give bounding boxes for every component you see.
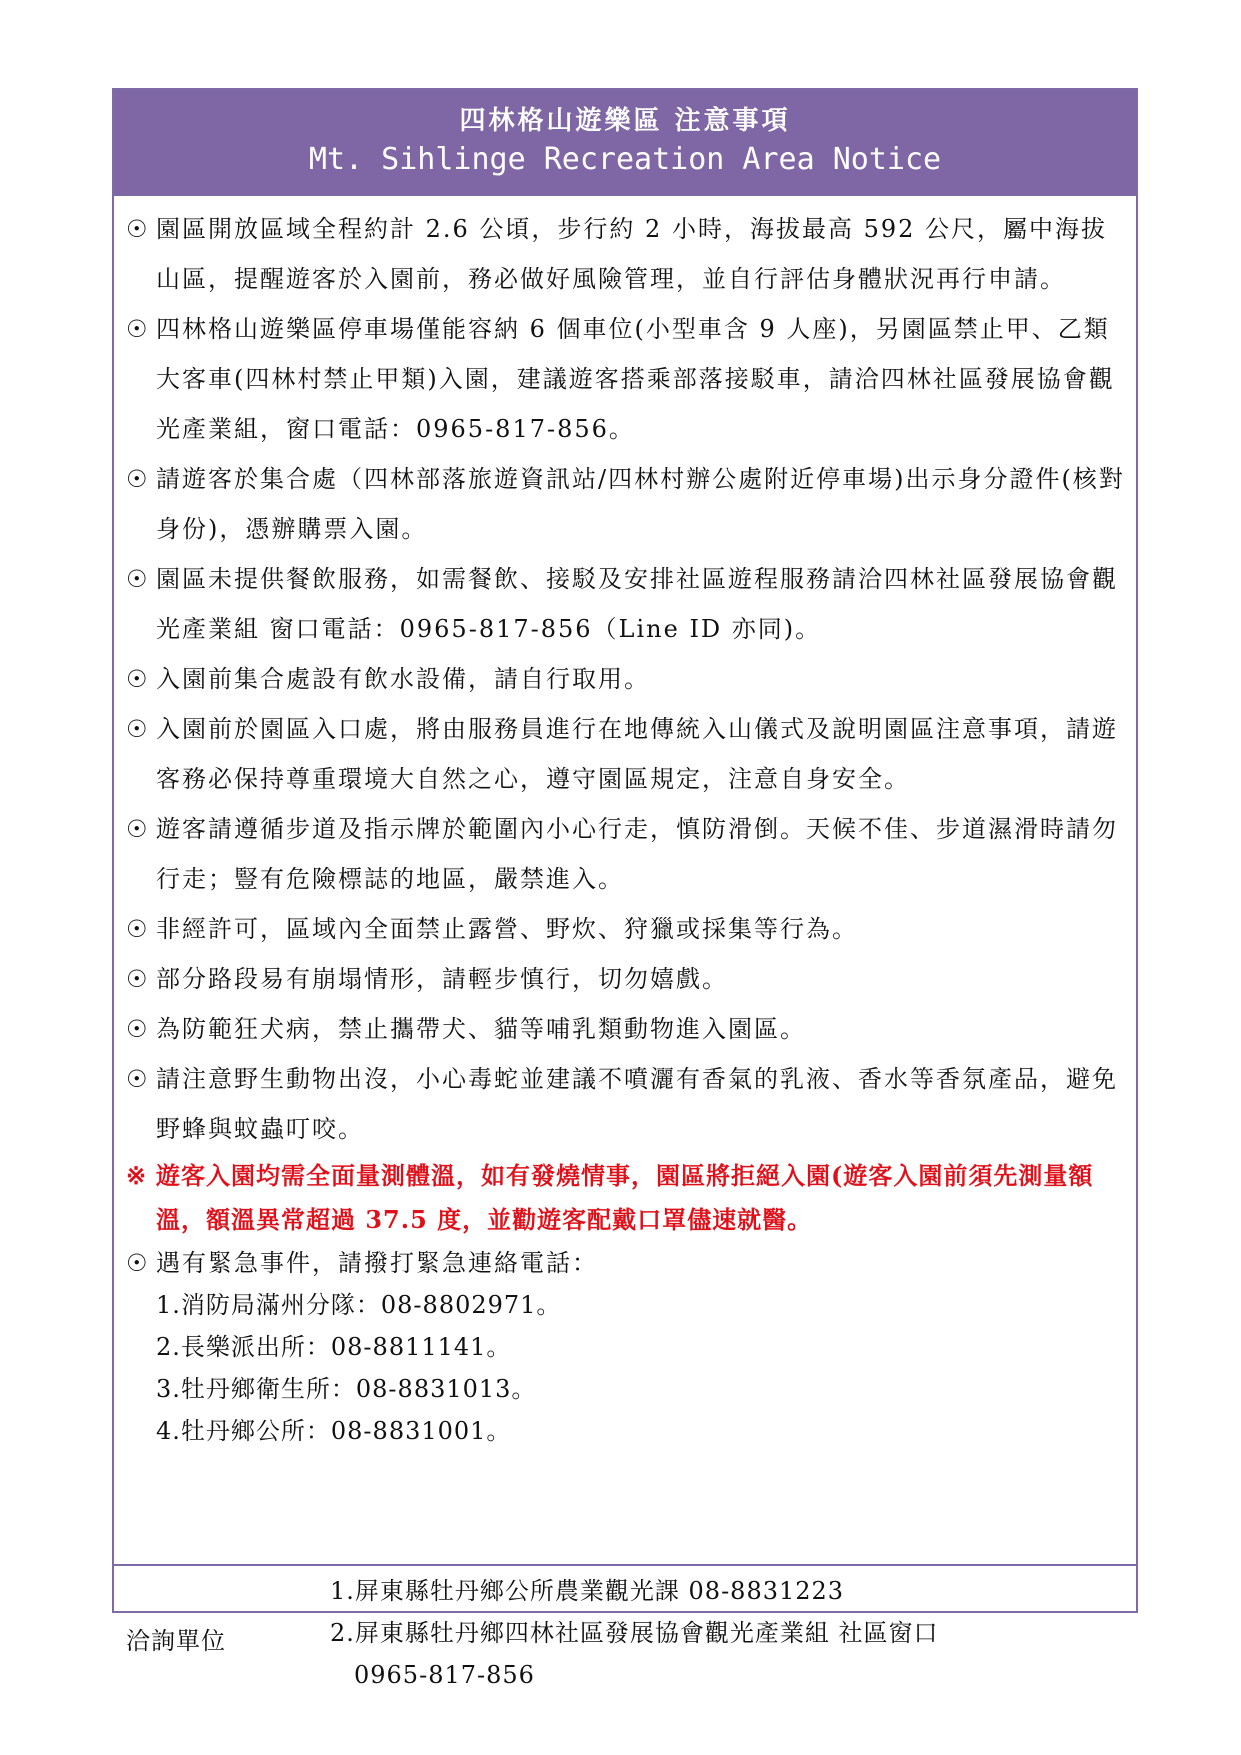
- emergency-contact: 2.長樂派出所：08-8811141。: [156, 1333, 512, 1361]
- notice-item: ☉ 園區開放區域全程約計 2.6 公頃，步行約 2 小時，海拔最高 592 公尺，屬中海拔山區，提醒遊客於入園前，務必做好風險管理，並自行評估身體狀況再行申請。: [126, 204, 1126, 304]
- notice-item: ☉ 園區未提供餐飲服務，如需餐飲、接駁及安排社區遊程服務請洽四林社區發展協會觀光產業組 窗口電話：0965-817-856（Line ID 亦同)。: [126, 554, 1126, 654]
- contact-line: 2.屏東縣牡丹鄉四林社區發展協會觀光產業組 社區窗口: [330, 1619, 939, 1647]
- bullet-icon: ☉: [126, 465, 150, 493]
- emergency-contact: 4.牡丹鄉公所：08-8831001。: [156, 1417, 512, 1445]
- contact-section: [114, 1566, 1136, 1711]
- bullet-icon: ☉: [126, 1249, 150, 1277]
- bullet-icon: ☉: [126, 565, 150, 593]
- bullet-icon: ☉: [126, 665, 150, 693]
- bullet-icon: ☉: [126, 315, 150, 343]
- title-chinese: 四林格山遊樂區 注意事項: [459, 106, 791, 136]
- contact-line: 1.屏東縣牡丹鄉公所農業觀光課 08-8831223: [330, 1577, 845, 1605]
- temperature-warning: ※ 遊客入園均需全面量測體溫，如有發燒情事，園區將拒絕入園(遊客入園前須先測量額溫，額溫異常超過 37.5 度，並勸遊客配戴口罩儘速就醫。: [126, 1154, 1126, 1242]
- bullet-icon: ☉: [126, 815, 150, 843]
- notice-item: ☉ 請遊客於集合處（四林部落旅遊資訊站/四林村辦公處附近停車場)出示身分證件(核對身份)，憑辦購票入園。: [126, 454, 1126, 554]
- contact-phone: 0965-817-856: [354, 1661, 535, 1689]
- contact-label: 洽詢單位: [126, 1627, 226, 1655]
- notice-item: ☉ 遊客請遵循步道及指示牌於範圍內小心行走，慎防滑倒。天候不佳、步道濕滑時請勿行走；豎有危險標誌的地區，嚴禁進入。: [126, 804, 1126, 904]
- notice-item: ☉ 部分路段易有崩塌情形，請輕步慎行，切勿嬉戲。: [126, 954, 1126, 1004]
- notice-item: ☉ 非經許可，區域內全面禁止露營、野炊、狩獵或採集等行為。: [126, 904, 1126, 954]
- notice-header: [114, 90, 1136, 196]
- emergency-contact: 1.消防局滿州分隊：08-8802971。: [156, 1291, 562, 1319]
- notice-item: ☉ 四林格山遊樂區停車場僅能容納 6 個車位(小型車含 9 人座)，另園區禁止甲、乙類大客車(四林村禁止甲類)入園，建議遊客搭乘部落接駁車，請洽四林社區發展協會觀光產業組，窗口電話：0965-817-856。: [126, 304, 1126, 454]
- title-english: Mt. Sihlinge Recreation Area Notice: [308, 142, 942, 177]
- reference-mark-icon: ※: [126, 1161, 148, 1190]
- bullet-icon: ☉: [126, 915, 150, 943]
- bullet-icon: ☉: [126, 965, 150, 993]
- notice-item: ☉ 為防範狂犬病，禁止攜帶犬、貓等哺乳類動物進入園區。: [126, 1004, 1126, 1054]
- notice-item: ☉ 入園前集合處設有飲水設備，請自行取用。: [126, 654, 1126, 704]
- notice-document: [112, 88, 1138, 1689]
- bullet-icon: ☉: [126, 1065, 150, 1093]
- bullet-icon: ☉: [126, 715, 150, 743]
- emergency-contact: 3.牡丹鄉衛生所：08-8831013。: [156, 1375, 537, 1403]
- notice-item: ☉ 入園前於園區入口處，將由服務員進行在地傳統入山儀式及說明園區注意事項，請遊客務必保持尊重環境大自然之心，遵守園區規定，注意自身安全。: [126, 704, 1126, 804]
- emergency-intro: ☉ 遇有緊急事件，請撥打緊急連絡電話：: [126, 1242, 1126, 1284]
- notice-list: [114, 196, 1136, 1566]
- notice-item: ☉ 請注意野生動物出沒，小心毒蛇並建議不噴灑有香氣的乳液、香水等香氛產品，避免野蜂與蚊蟲叮咬。: [126, 1054, 1126, 1154]
- contact-lines: [330, 1570, 939, 1696]
- bullet-icon: ☉: [126, 215, 150, 243]
- bullet-icon: ☉: [126, 1015, 150, 1043]
